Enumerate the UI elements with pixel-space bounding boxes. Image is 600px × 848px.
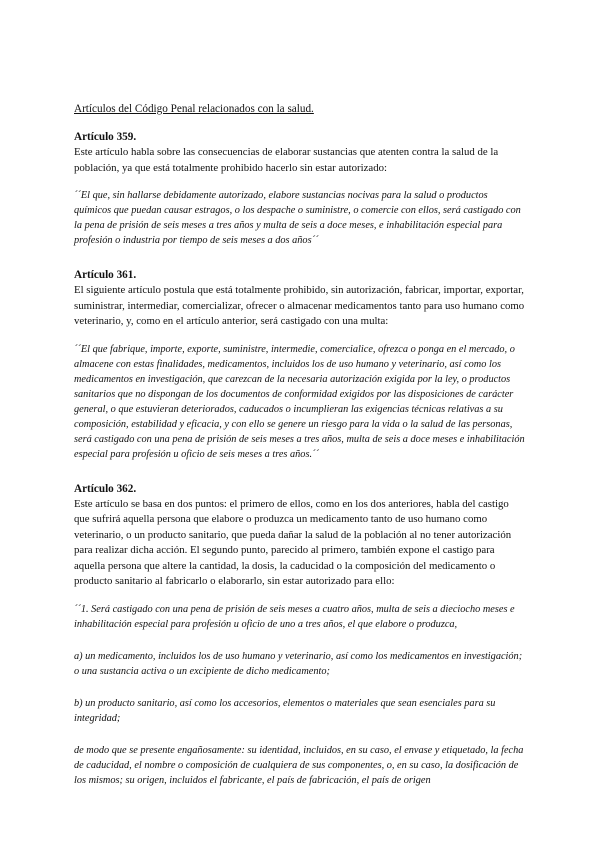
article-362-quote-b: b) un producto sanitario, así como los accesorios, elementos o materiales que sean esenciales para su integridad; [74,697,496,724]
article-362-quote-1: ´´1. Será castigado con una pena de prisión de seis meses a cuatro años, multa de seis a dieciocho meses e inhabilitación especial para profesión u oficio de uno a tres años, el que elabore o produzca, [74,603,515,630]
article-361-description: El siguiente artículo postula que está totalmente prohibido, sin autorización, fabricar, importar, exportar, suministrar, intermediar, comercializar, ofrecer o almacenar medicamentos tanto para uso humano como veterinario, y, como en el artículo anterior, será castigado con una multa: [74,284,525,327]
document-page [74,102,526,788]
article-359-quote: ´´El que, sin hallarse debidamente autorizado, elabore sustancias nocivas para la salud o productos químicos que puedan causar estragos, o los despache o suministre, o comercie con ellos, será castigado con la pena de prisión de seis meses a tres años y multa de seis a doce meses, e inhabilitación especial para profesión o industria por tiempo de seis meses a dos años´´ [74,190,521,246]
article-361-quote: ´´El que fabrique, importe, exporte, suministre, intermedie, comercialice, ofrezca o ponga en el mercado, o almacene con estas finalidades, medicamentos, incluidos los de uso humano y veterinario, así como los medicamentos en investigación, que carezcan de la necesaria autorización exigida por la ley, o productos sanitarios que no dispongan de los documentos de conformidad exigidos por las disposiciones de carácter general, o que estuvieran deteriorados, caducados o incumplieran las exigencias técnicas relativas a su composición, estabilidad y eficacia, y con ello se genere un riesgo para la vida o la salud de las personas, será castigado con una pena de prisión de seis meses a tres años, multa de seis a doce meses e inhabilitación especial para profesión u oficio de seis meses a tres años.´´ [74,343,525,460]
document-title: Artículos del Código Penal relacionados con la salud. [74,103,314,115]
article-362-quote-a: a) un medicamento, incluidos los de uso humano y veterinario, así como los medicamentos en investigación; o una sustancia activa o un excipiente de dicho medicamento; [74,650,523,677]
article-359-heading: Artículo 359. [74,131,137,143]
article-362-heading: Artículo 362. [74,482,137,495]
article-359-description: Este artículo habla sobre las consecuencias de elaborar sustancias que atenten contra la salud de la población, ya que está totalmente prohibido hacerlo sin estar autorizado: [74,146,499,174]
article-362-description: Este artículo se basa en dos puntos: el primero de ellos, como en los dos anteriores, habla del castigo que sufrirá aquella persona que elabore o produzca un medicamento tanto de uso humano como veterinario, o un producto sanitario, que pueda dañar la salud de la población al no tener autorización para realizar dicha acción. El segundo punto, parecido al primero, también expone el castigo para aquella persona que altere la cantidad, la dosis, la caducidad o la composición del medicamento o producto sanitario al fabricarlo o elaborarlo, sin estar autorizado para ello: [74,497,512,587]
article-362-quote-c: de modo que se presente engañosamente: su identidad, incluidos, en su caso, el envase y etiquetado, la fecha de caducidad, el nombre o composición de cualquiera de sus componentes, o, en su caso, la dosificación de los mismos; su origen, incluidos el fabricante, el país de fabricación, el país de origen [74,744,524,786]
article-361-heading: Artículo 361. [74,269,137,281]
